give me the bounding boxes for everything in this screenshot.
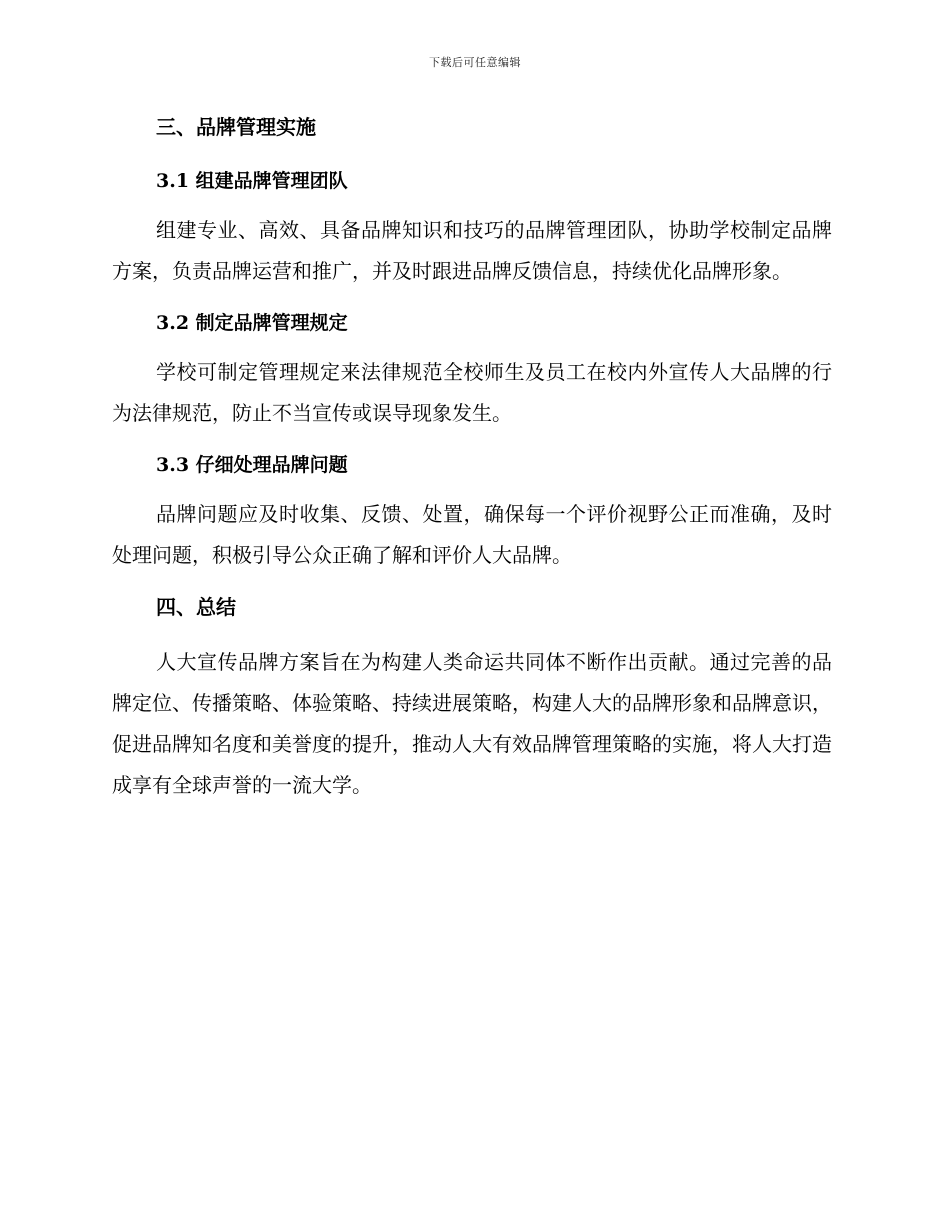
- section-heading-brand-management: 三、品牌管理实施: [156, 115, 316, 139]
- summary-body: 人大宣传品牌方案旨在为构建人类命运共同体不断作出贡献。通过完善的品牌定位、传播策略、体验策略、持续进展策略，构建人大的品牌形象和品牌意识，促进品牌知名度和美誉度的提升，推动人大有效品牌管理策略的实施，将人大打造成享有全球声誉的一流大学。: [112, 650, 832, 797]
- subsection-body-3-2: 学校可制定管理规定来法律规范全校师生及员工在校内外宣传人大品牌的行为法律规范，防止不当宣传或误导现象发生。: [112, 360, 832, 425]
- page-header: 下载后可任意编辑: [429, 56, 521, 69]
- section-heading-summary: 四、总结: [156, 595, 236, 619]
- subsection-title-3-1: 3.1 组建品牌管理团队: [156, 170, 348, 192]
- subsection-title-3-3: 3.3 仔细处理品牌问题: [156, 454, 348, 476]
- subsection-body-3-3: 品牌问题应及时收集、反馈、处置，确保每一个评价视野公正而准确，及时处理问题，积极引导公众正确了解和评价人大品牌。: [112, 502, 832, 567]
- subsection-body-3-1: 组建专业、高效、具备品牌知识和技巧的品牌管理团队，协助学校制定品牌方案，负责品牌运营和推广，并及时跟进品牌反馈信息，持续优化品牌形象。: [112, 218, 832, 283]
- document-body: [112, 108, 832, 818]
- subsection-title-3-2: 3.2 制定品牌管理规定: [156, 312, 348, 334]
